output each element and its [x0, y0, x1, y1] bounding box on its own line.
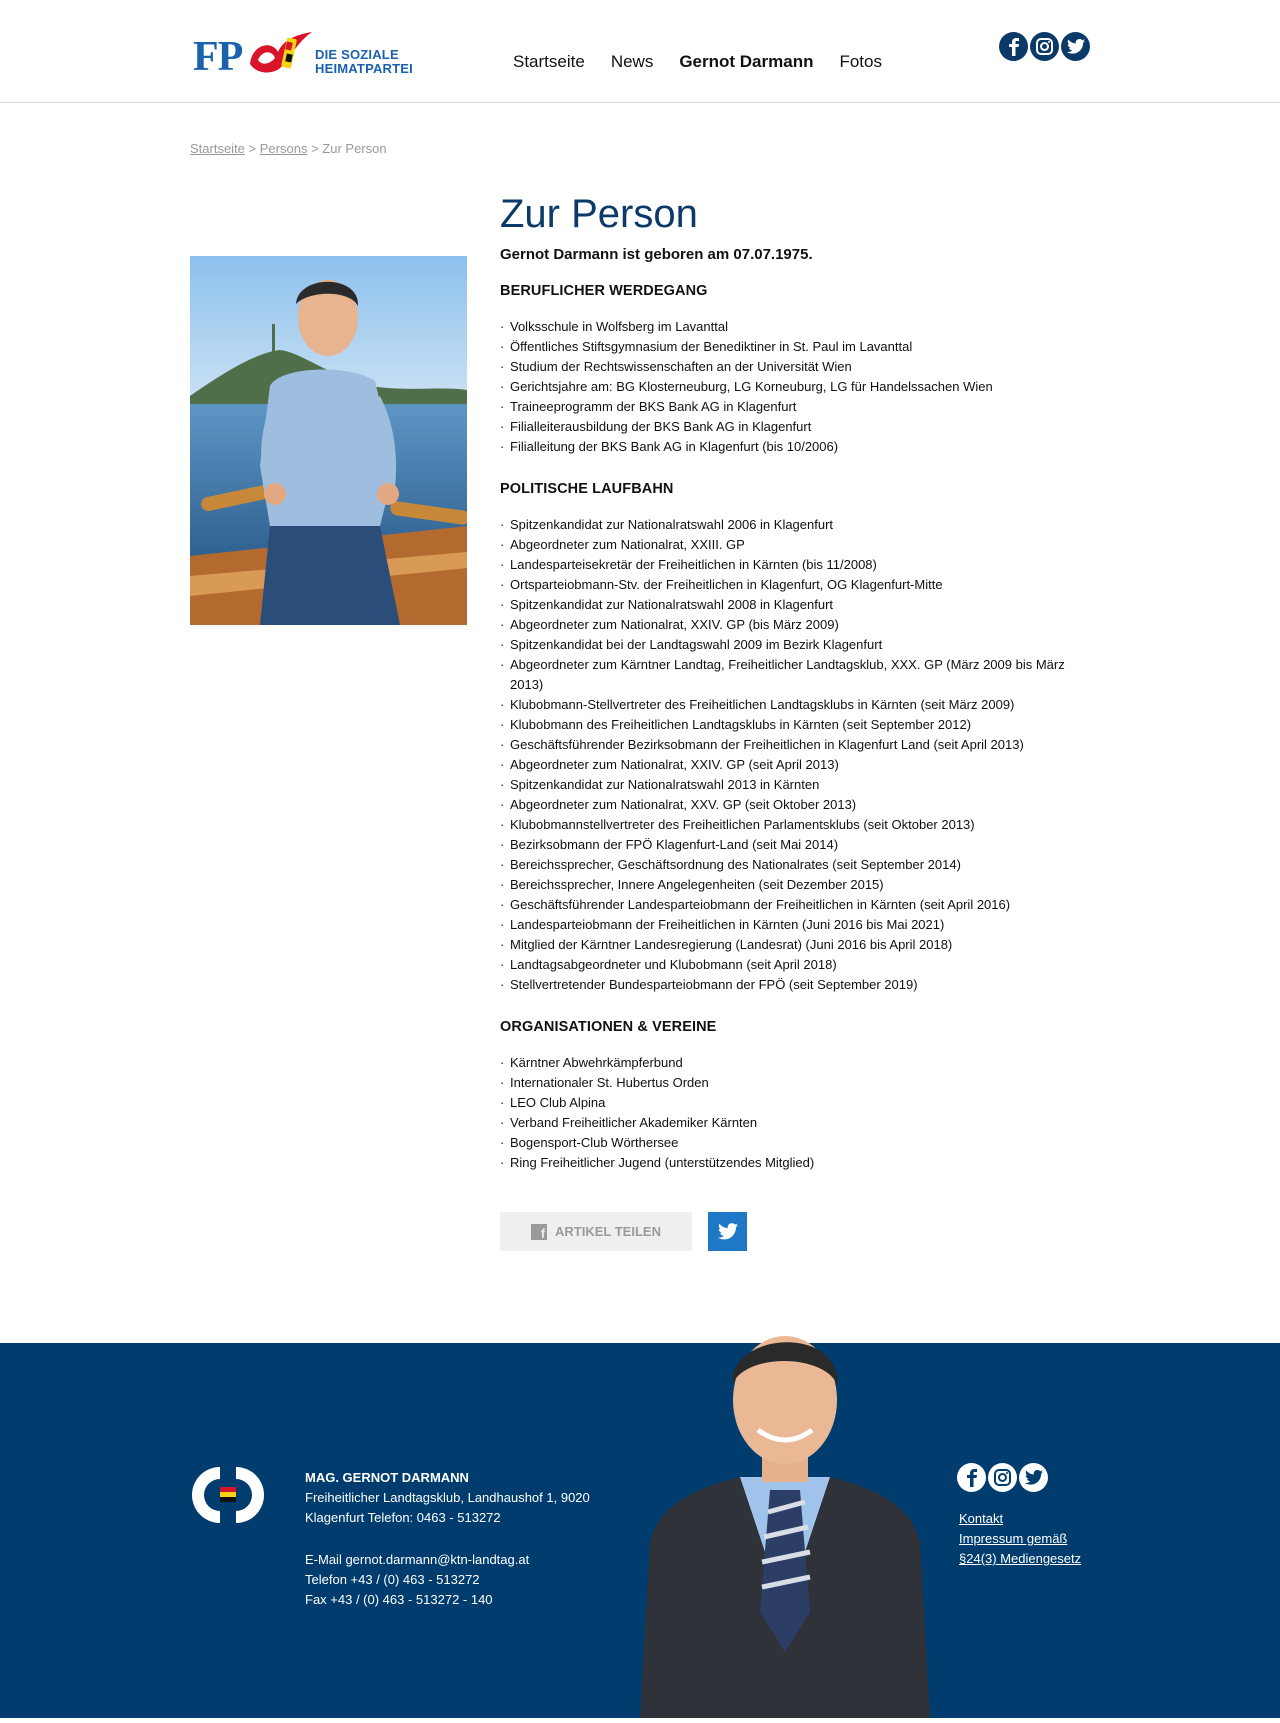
footer-portrait-photo: [640, 1312, 930, 1718]
section-heading-politics: POLITISCHE LAUFBAHN: [500, 481, 674, 497]
list-item: · Klubobmannstellvertreter des Freiheitlichen Parlamentsklubs (seit Oktober 2013): [500, 815, 1090, 835]
list-item: · Landesparteisekretär der Freiheitlichen in Kärnten (bis 11/2008): [500, 555, 1090, 575]
list-item: · Abgeordneter zum Kärntner Landtag, Freiheitlicher Landtagsklub, XXX. GP (März 2009 bis März 2013): [500, 655, 1090, 695]
share-bar: [500, 1212, 747, 1251]
site-header: [0, 0, 1280, 103]
list-item: · Traineeprogramm der BKS Bank AG in Klagenfurt: [500, 397, 1090, 417]
organisations-list: [500, 1053, 1090, 1173]
share-label: ARTIKEL TEILEN: [555, 1224, 661, 1239]
list-item: · Landtagsabgeordneter und Klubobmann (seit April 2018): [500, 955, 1090, 975]
list-item: · Stellvertretender Bundesparteiobmann der FPÖ (seit September 2019): [500, 975, 1090, 995]
list-item: · Klubobmann des Freiheitlichen Landtagsklubs in Kärnten (seit September 2012): [500, 715, 1090, 735]
footer-fax: Fax +43 / (0) 463 - 513272 - 140: [305, 1592, 493, 1607]
gd-monogram-logo[interactable]: [190, 1465, 270, 1530]
list-item: · Abgeordneter zum Nationalrat, XXV. GP (seit Oktober 2013): [500, 795, 1090, 815]
logo-tagline-2: HEIMATPARTEI: [315, 61, 413, 76]
fpoe-logo[interactable]: [190, 30, 413, 80]
career-list: [500, 317, 1090, 457]
list-item: · Internationaler St. Hubertus Orden: [500, 1073, 1090, 1093]
footer-phone: Telefon +43 / (0) 463 - 513272: [305, 1572, 480, 1587]
instagram-icon[interactable]: [1030, 32, 1059, 61]
list-item: · Geschäftsführender Landesparteiobmann der Freiheitlichen in Kärnten (seit April 2016): [500, 895, 1090, 915]
list-item: · Studium der Rechtswissenschaften an der Universität Wien: [500, 357, 1090, 377]
logo-swoosh-icon: [248, 30, 318, 76]
instagram-icon[interactable]: [988, 1463, 1017, 1492]
breadcrumb-persons[interactable]: Persons: [259, 141, 308, 156]
footer-link-kontakt[interactable]: Kontakt: [959, 1511, 1004, 1526]
breadcrumb-current: Zur Person: [322, 141, 387, 156]
footer-email[interactable]: E-Mail gernot.darmann@ktn-landtag.at: [305, 1552, 530, 1567]
list-item: · Volksschule in Wolfsberg im Lavanttal: [500, 317, 1090, 337]
politics-list: [500, 515, 1090, 995]
list-item: · Mitglied der Kärntner Landesregierung (Landesrat) (Juni 2016 bis April 2018): [500, 935, 1090, 955]
list-item: · Bogensport-Club Wörthersee: [500, 1133, 1090, 1153]
list-item: · Spitzenkandidat zur Nationalratswahl 2008 in Klagenfurt: [500, 595, 1090, 615]
facebook-icon: f: [531, 1224, 547, 1240]
nav-fotos[interactable]: Fotos: [839, 52, 882, 71]
facebook-icon[interactable]: [999, 32, 1028, 61]
nav-startseite[interactable]: Startseite: [513, 52, 585, 71]
section-heading-career: BERUFLICHER WERDEGANG: [500, 283, 708, 299]
twitter-icon: [718, 1223, 738, 1240]
logo-tagline-1: DIE SOZIALE: [315, 47, 399, 62]
list-item: · Bereichssprecher, Geschäftsordnung des Nationalrates (seit September 2014): [500, 855, 1090, 875]
nav-gernot-darmann[interactable]: Gernot Darmann: [679, 52, 814, 71]
footer-social: [957, 1463, 1048, 1492]
list-item: · Filialleitung der BKS Bank AG in Klagenfurt (bis 10/2006): [500, 437, 1090, 457]
breadcrumb-separator: >: [244, 141, 260, 156]
list-item: · Verband Freiheitlicher Akademiker Kärnten: [500, 1113, 1090, 1133]
page-title: Zur Person: [500, 192, 698, 236]
main-nav: [513, 52, 882, 72]
list-item: · LEO Club Alpina: [500, 1093, 1090, 1113]
logo-tagline: [315, 48, 413, 76]
list-item: · Öffentliches Stiftsgymnasium der Benediktiner in St. Paul im Lavanttal: [500, 337, 1090, 357]
list-item: · Bereichssprecher, Innere Angelegenheiten (seit Dezember 2015): [500, 875, 1090, 895]
list-item: · Filialleiterausbildung der BKS Bank AG in Klagenfurt: [500, 417, 1090, 437]
breadcrumb-startseite[interactable]: Startseite: [190, 141, 245, 156]
facebook-share-button[interactable]: [500, 1212, 692, 1251]
list-item: · Ortsparteiobmann-Stv. der Freiheitlichen in Klagenfurt, OG Klagenfurt-Mitte: [500, 575, 1090, 595]
footer-address-line: Klagenfurt Telefon: 0463 - 513272: [305, 1510, 501, 1525]
twitter-icon[interactable]: [1019, 1463, 1048, 1492]
list-item: · Kärntner Abwehrkämpferbund: [500, 1053, 1090, 1073]
list-item: · Ring Freiheitlicher Jugend (unterstützendes Mitglied): [500, 1153, 1090, 1173]
footer-link-mediengesetz[interactable]: §24(3) Mediengesetz: [959, 1551, 1082, 1566]
facebook-icon[interactable]: [957, 1463, 986, 1492]
breadcrumb: [190, 141, 387, 156]
footer-address-line: Freiheitlicher Landtagsklub, Landhaushof 1, 9020: [305, 1490, 590, 1505]
list-item: · Landesparteiobmann der Freiheitlichen in Kärnten (Juni 2016 bis Mai 2021): [500, 915, 1090, 935]
birth-date-lead: Gernot Darmann ist geboren am 07.07.1975.: [500, 246, 813, 263]
list-item: · Abgeordneter zum Nationalrat, XXIV. GP (bis März 2009): [500, 615, 1090, 635]
twitter-share-button[interactable]: [708, 1212, 747, 1251]
list-item: · Spitzenkandidat zur Nationalratswahl 2013 in Kärnten: [500, 775, 1090, 795]
list-item: · Abgeordneter zum Nationalrat, XXIII. GP: [500, 535, 1090, 555]
twitter-icon[interactable]: [1061, 32, 1090, 61]
list-item: · Klubobmann-Stellvertreter des Freiheitlichen Landtagsklubs in Kärnten (seit März 2009): [500, 695, 1090, 715]
list-item: · Spitzenkandidat bei der Landtagswahl 2009 im Bezirk Klagenfurt: [500, 635, 1090, 655]
portrait-photo: [190, 256, 467, 625]
section-heading-organisations: ORGANISATIONEN & VEREINE: [500, 1019, 717, 1035]
article-content: [500, 190, 1090, 1197]
list-item: · Geschäftsführender Bezirksobmann der Freiheitlichen in Klagenfurt Land (seit April 2013): [500, 735, 1090, 755]
logo-letters: FP: [193, 34, 243, 80]
list-item: · Abgeordneter zum Nationalrat, XXIV. GP (seit April 2013): [500, 755, 1090, 775]
header-social: [999, 32, 1090, 61]
footer-links: [959, 1509, 1081, 1569]
list-item: · Bezirksobmann der FPÖ Klagenfurt-Land (seit Mai 2014): [500, 835, 1090, 855]
list-item: · Gerichtsjahre am: BG Klosterneuburg, LG Korneuburg, LG für Handelssachen Wien: [500, 377, 1090, 397]
footer-contact: [305, 1468, 590, 1610]
footer-name: MAG. GERNOT DARMANN: [305, 1470, 469, 1485]
list-item: · Spitzenkandidat zur Nationalratswahl 2006 in Klagenfurt: [500, 515, 1090, 535]
footer-link-impressum[interactable]: Impressum gemäß: [959, 1531, 1068, 1546]
breadcrumb-separator: >: [307, 141, 323, 156]
nav-news[interactable]: News: [610, 52, 654, 71]
